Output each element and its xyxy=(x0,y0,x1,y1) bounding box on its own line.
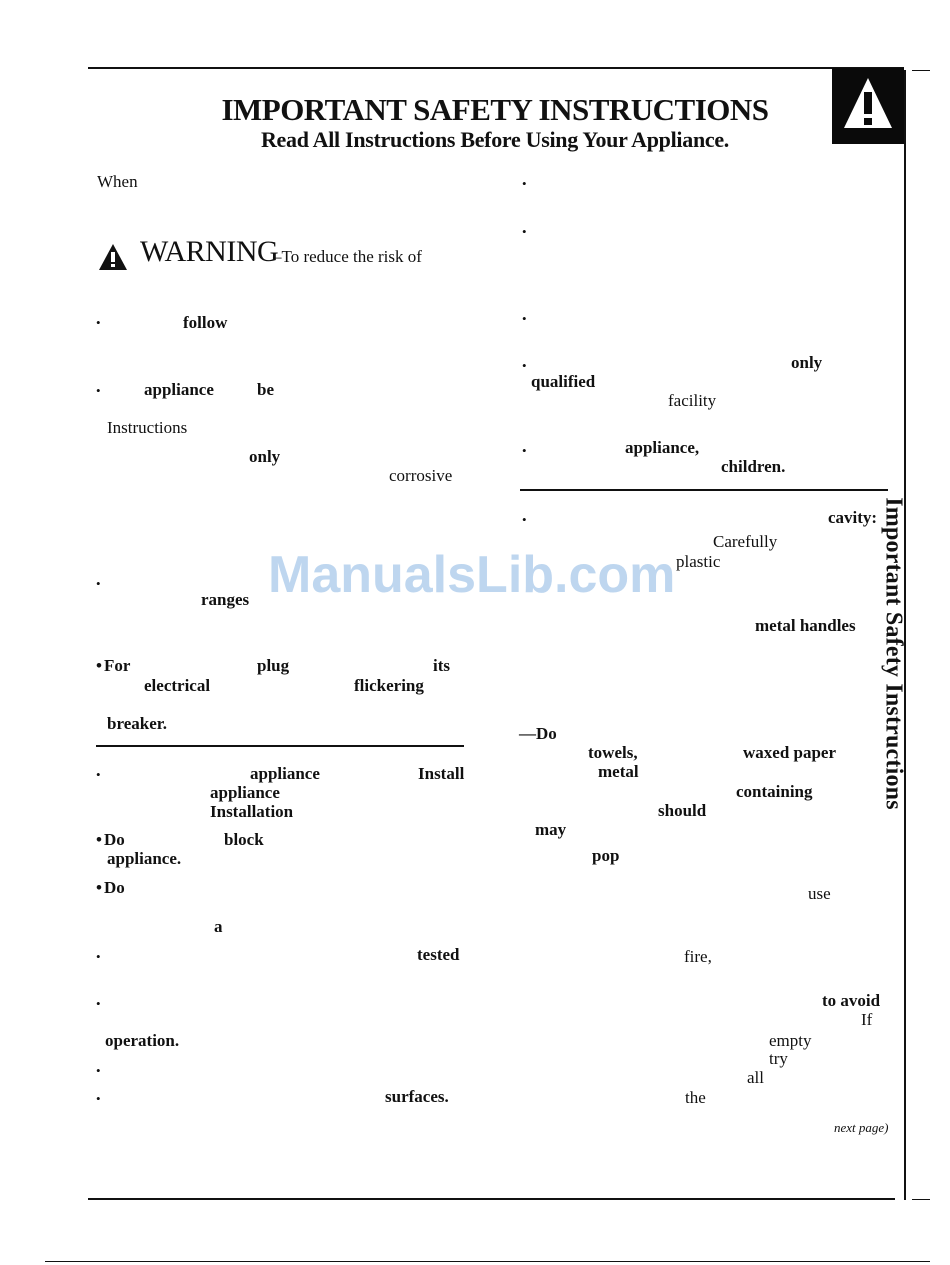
bullet: • xyxy=(96,383,101,398)
page-subtitle: Read All Instructions Before Using Your Appliance. xyxy=(260,127,730,152)
text-when: When xyxy=(97,172,138,191)
bullet: • xyxy=(522,311,527,326)
text-surfaces: surfaces. xyxy=(385,1087,449,1106)
top-rule xyxy=(88,67,904,69)
text-do: Do xyxy=(104,878,125,897)
bullet: • xyxy=(96,1091,101,1106)
bullet: • xyxy=(96,996,101,1011)
text-for: For xyxy=(104,656,131,675)
text-should: should xyxy=(658,801,707,820)
text-install: Install xyxy=(418,764,465,783)
text-ranges: ranges xyxy=(201,590,250,609)
text-the: the xyxy=(685,1088,706,1107)
side-tab-label: Important Safety Instructions xyxy=(880,497,907,810)
text-towels: towels, xyxy=(588,743,638,762)
text-empty: empty xyxy=(769,1031,812,1050)
text-operation: operation. xyxy=(105,1031,180,1050)
text-qualified: qualified xyxy=(531,372,596,391)
text-metal-handles: metal handles xyxy=(755,616,856,635)
text-try: try xyxy=(769,1049,788,1068)
bullet: • xyxy=(522,176,527,191)
text-all: all xyxy=(747,1068,764,1087)
bottom-right-rule xyxy=(912,1199,930,1200)
text-be: be xyxy=(257,380,274,399)
text-a: a xyxy=(214,917,223,936)
text-electrical: electrical xyxy=(144,676,211,695)
text-only: only xyxy=(791,353,823,372)
text-do: Do xyxy=(104,830,125,849)
text-plastic: plastic xyxy=(676,552,721,571)
text-metal: metal xyxy=(598,762,639,781)
text-fire: fire, xyxy=(684,947,712,966)
bullet-for: • xyxy=(96,656,102,675)
bullet: • xyxy=(96,767,101,782)
right-section-divider xyxy=(520,489,888,491)
text-cavity: cavity: xyxy=(828,508,878,527)
text-pop: pop xyxy=(592,846,620,865)
text-breaker: breaker. xyxy=(107,714,167,733)
text-tested: tested xyxy=(417,945,460,964)
text-use: use xyxy=(808,884,831,903)
warning-heading: WARNING xyxy=(140,235,279,268)
watermark: ManualsLib.com xyxy=(268,546,676,604)
text-appliance: appliance, xyxy=(625,438,700,457)
warning-text: –To reduce the risk of xyxy=(273,247,422,266)
bullet-do: • xyxy=(96,878,102,897)
bullet: • xyxy=(96,576,101,591)
continued-next-page: next page) xyxy=(834,1120,889,1135)
text-only: only xyxy=(249,447,281,466)
text-installation: Installation xyxy=(210,802,294,821)
bullet: • xyxy=(96,315,101,330)
text-may: may xyxy=(535,820,567,839)
text-appliance: appliance xyxy=(210,783,280,802)
bullet: • xyxy=(522,358,527,373)
page-edge-rule xyxy=(45,1261,930,1262)
text-corrosive: corrosive xyxy=(389,466,453,485)
text-its: its xyxy=(433,656,450,675)
text-appliance: appliance. xyxy=(107,849,182,868)
text-carefully: Carefully xyxy=(713,532,778,551)
text-if: If xyxy=(861,1010,873,1029)
text-block: block xyxy=(224,830,264,849)
bullet: • xyxy=(96,949,101,964)
top-right-rule xyxy=(912,70,930,71)
left-section-divider xyxy=(96,745,464,747)
warning-badge xyxy=(832,68,904,144)
text-waxed-paper: waxed paper xyxy=(743,743,837,762)
text-follow: follow xyxy=(183,313,228,332)
text-do: —Do xyxy=(519,724,557,743)
bottom-rule xyxy=(88,1198,895,1200)
text-facility: facility xyxy=(668,391,717,410)
text-to-avoid: to avoid xyxy=(822,991,881,1010)
exclamation-triangle-icon xyxy=(842,76,894,132)
text-appliance: appliance xyxy=(250,764,320,783)
page-title: IMPORTANT SAFETY INSTRUCTIONS xyxy=(221,92,769,127)
text-instructions: Instructions xyxy=(107,418,188,437)
bullet: • xyxy=(522,443,527,458)
warning-triangle-icon xyxy=(98,243,128,271)
text-children: children. xyxy=(721,457,786,476)
bullet: • xyxy=(522,224,527,239)
bullet: • xyxy=(522,512,527,527)
text-appliance: appliance xyxy=(144,380,214,399)
bullet: • xyxy=(96,1063,101,1078)
text-containing: containing xyxy=(736,782,813,801)
text-flickering: flickering xyxy=(354,676,424,695)
text-plug: plug xyxy=(257,656,290,675)
bullet-do: • xyxy=(96,830,102,849)
